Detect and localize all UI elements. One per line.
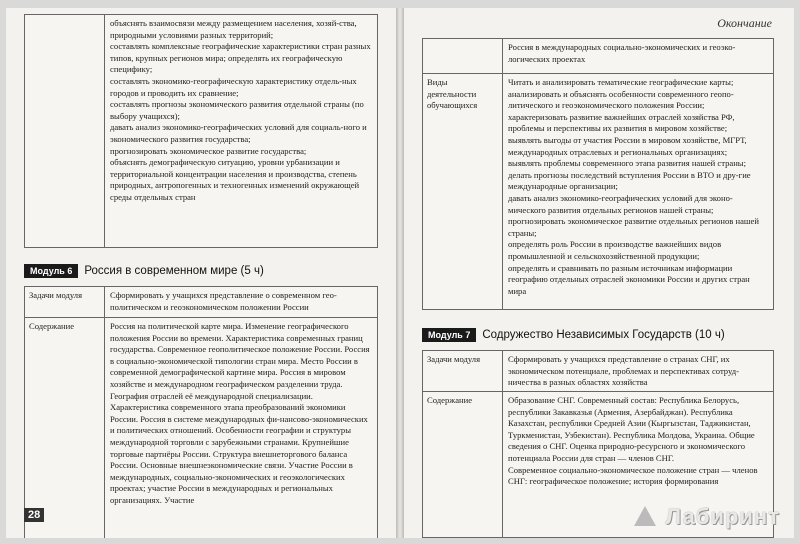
goal-label: Задачи модуля [25,287,105,317]
module-badge: Модуль 6 [24,264,78,278]
list-item: выявлять проблемы современного этапа развития нашей страны; [508,158,746,169]
list-item: выявлять выгоды от участия России в мировом хозяйстве, МГРТ, международных отраслевых и региональных организациях; [508,134,747,157]
empty-label-cell [423,39,503,73]
top-table-content [105,15,377,247]
list-item: делать прогнозы последствий вступления России в ВТО и дру-гие международные организации; [508,169,751,192]
top-table [24,14,378,248]
activities-table [422,38,774,310]
activities-content [503,74,773,310]
list-item: характеризовать развитие важнейших отраслей хозяйства РФ, проблемы и перспективы их развития в мировом хозяйстве; [508,111,735,134]
content-paragraph: Образование СНГ. Современный состав: Республика Белорусь, республики Закавказья (Армения, Азербайджан). Республика Казахстан, республики Средней Азии (Кыргызстан, Таджикистан, Туркменистан, Узбекистан). Республика Молдова, Украина. Общие сведения о СНГ. Оценка природно-ресурсного и экономического потенциала России для стран — членов СНГ. [508,395,755,463]
list-item: давать анализ экономико-географических условий для эконо-мического развития отдельных регионов нашей страны; [508,192,733,215]
list-item: давать анализ экономико-географических условий для социаль-ного и экономического развития государства; [110,122,367,144]
module7-heading [422,328,725,342]
list-item: составлять прогнозы экономического развития отдельной страны (по выбору учащихся); [110,99,364,121]
list-item: составлять комплексные географические характеристики стран разных типов, крупных регионов мира; определять их географическую специфику; [110,41,371,75]
module-title: Содружество Независимых Государств (10 ч) [482,329,725,341]
list-item: объяснять взаимосвязи между размещением населения, хозяй-ства, природными условиями разных территорий; [110,18,357,40]
module6-heading [24,264,264,278]
labyrinth-logo-icon [634,506,656,526]
content-label: Содержание [25,318,105,538]
watermark: Лабиринт [665,504,780,529]
list-item: Читать и анализировать тематические географические карты; [508,77,734,87]
list-item: анализировать и объяснять особенности современного геопо-литического и геоэкономического положения России; [508,88,734,111]
book-gutter [396,8,404,538]
page-number: 28 [24,508,44,522]
module6-table [24,286,378,538]
first-row-text: Россия в международных социально-экономических и геоэко-логических проектах [508,42,736,64]
list-item: прогнозировать экономическое развитие государства; [110,145,307,156]
continuation-label: Окончание [717,16,772,30]
goal-text: Сформировать у учащихся представление о странах СНГ, их экономическом потенциале, проблемах и перспективах сотруд-ничества в разных областях хозяйства [508,354,739,388]
module-badge: Модуль 7 [422,328,476,342]
right-page [404,8,794,538]
empty-label-cell [25,15,105,247]
module-title: Россия в современном мире (5 ч) [84,265,264,277]
list-item: определять и сравнивать по разным источникам информации географию отдельных отраслей экономики России и других стран мира [508,262,750,296]
activities-label: Виды деятельности обучающихся [423,74,503,310]
content-paragraph: Современное социально-экономическое положение стран — членов СНГ: географическое положение; история формирования [508,464,758,487]
goal-label: Задачи модуля [423,351,503,391]
left-page [6,8,396,538]
list-item: объяснять демографическую ситуацию, уровни урбанизации и территориальной концентрации населения и производства, степень природных, антропогенных и техногенных изменений окружающей среды отдельных стран [110,157,360,202]
content-text: Россия на политической карте мира. Изменение географического положения России во времени. Характеристика современных границ государства. Современное геополитическое положение России. Россия в социально-экономической типологии стран мира. Место России в современной демографической картине мира. Россия в мировом хозяйстве и международном географическом разделении труда. География отраслей её международной специализации. Характеристика современного этапа преобразований экономики России. Россия в системе международных фи-нансово-экономических и политических отношений. Особенности географии и структуры международной торговли с зарубежными странами. Крупнейшие торговые партнёры России. Структура внешнеторгового баланса России. Основные внешнеэкономические связи. Участие России в международных, социально-экономических и геоэкологических проектах; участие России в международных и региональных организациях. Участие [110,321,370,505]
content-label: Содержание [423,392,503,538]
list-item: определять роль России в производстве важнейших видов промышленной и сельскохозяйственной продукции; [508,239,722,261]
goal-text: Сформировать у учащихся представление о современном гео-политическом и геоэкономическом положении России [110,290,337,312]
list-item: составлять экономико-географическую характеристику отдель-ных городов и проводить их сравнение; [110,75,357,98]
list-item: прогнозировать экономическое развитие отдельных регионов нашей страны; [508,216,759,238]
